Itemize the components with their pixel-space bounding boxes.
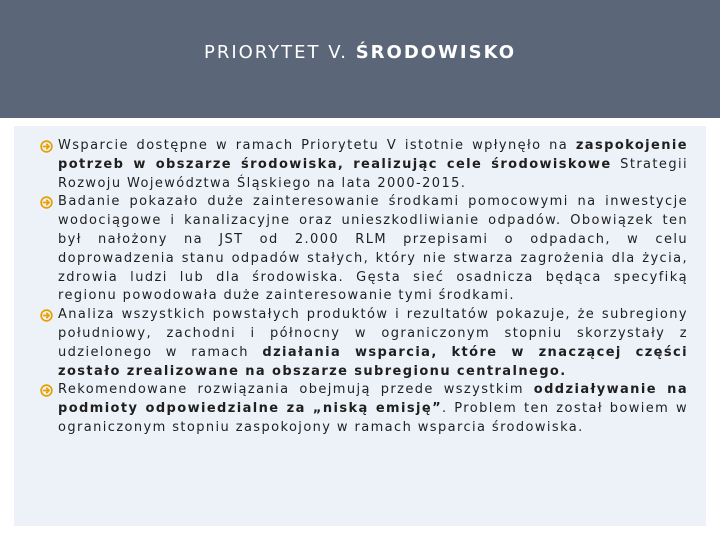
bullet-item-3	[14, 306, 706, 381]
bullet-2-text: Badanie pokazało duże zainteresowanie środkami pomocowymi na inwestycje wodociągowe i kanalizacyjne oraz unieszkodliwianie odpadów. Obowiązek ten był nałożony na JST od 2.000 RLM przepisami o odpadach, w celu doprowadzenia stanu odpadów stałych, który nie stwarza zagrożenia dla życia, zdrowia ludzi lub dla środowiska. Gęsta sieć osadnicza będąca specyfiką regionu powodowała duże zainteresowanie tymi środkami.	[58, 194, 688, 304]
circled-arrow-right-icon	[40, 309, 53, 322]
bullet-4-text-a: Rekomendowane rozwiązania obejmują przede wszystkim	[58, 382, 534, 398]
bullet-item-4	[14, 381, 706, 437]
circled-arrow-right-icon	[40, 140, 53, 153]
title-bold: ŚRODOWISKO	[355, 42, 517, 63]
bullet-3-bold: działania wsparcia, które w znaczącej części zostało zrealizowane na obszarze subregionu centralnego.	[58, 344, 688, 379]
circled-arrow-right-icon	[40, 196, 53, 209]
slide-header	[0, 0, 720, 118]
circled-arrow-right-icon	[40, 384, 53, 397]
slide-title	[0, 42, 720, 63]
bullet-3-text-a: Analiza wszystkich powstałych produktów i rezultatów pokazuje, że subregiony południowy, zachodni i północny w ograniczonym stopniu skorzystały z udzielonego w ramach	[58, 307, 688, 360]
title-regular: PRIORYTET V.	[203, 42, 356, 63]
bullet-1-text-b: Strategii Rozwoju Województwa Śląskiego na lata 2000-2015.	[58, 156, 688, 191]
bullet-4-bold: oddziaływanie na podmioty odpowiedzialne za „niską emisję”	[58, 382, 688, 417]
content-box	[14, 126, 706, 526]
bullet-item-2	[14, 193, 706, 306]
bullet-4-text-b: . Problem ten został bowiem w ograniczonym stopniu zaspokojony w ramach wsparcia środowiska.	[58, 401, 688, 435]
bullet-1-bold: zaspokojenie potrzeb w obszarze środowiska, realizując cele środowiskowe	[58, 138, 688, 172]
bullet-item-1	[14, 137, 706, 193]
bullet-1-text-a: Wsparcie dostępne w ramach Priorytetu V istotnie wpłynęło na	[58, 138, 576, 153]
